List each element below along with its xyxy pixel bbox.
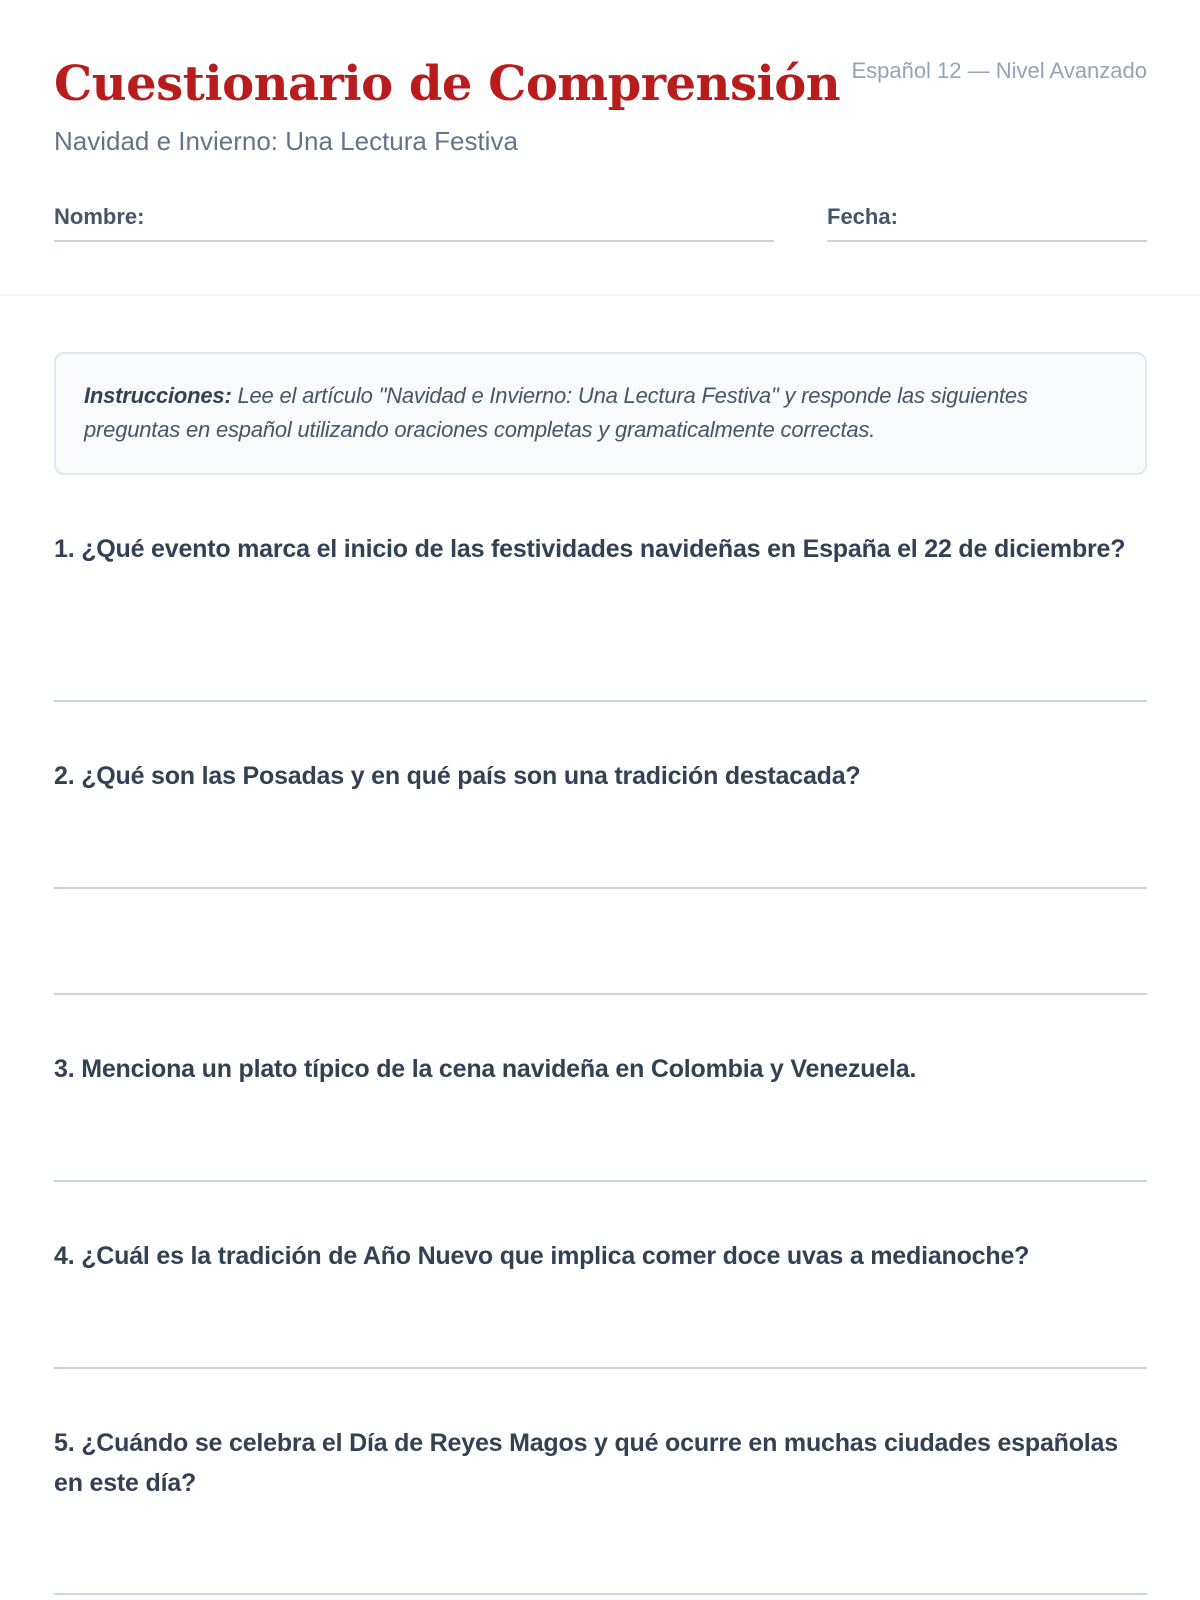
answer-line-2b[interactable]	[54, 993, 1147, 995]
date-field[interactable]	[827, 200, 1147, 242]
question-1: 1. ¿Qué evento marca el inicio de las festividades navideñas en España el 22 de diciembre?	[54, 535, 1126, 563]
question-4: 4. ¿Cuál es la tradición de Año Nuevo que implica comer doce uvas a medianoche?	[54, 1242, 1030, 1270]
page-title: Cuestionario de Comprensión	[54, 56, 841, 112]
date-label: Fecha:	[827, 204, 898, 229]
name-label: Nombre:	[54, 204, 145, 229]
worksheet-header	[0, 0, 1200, 296]
instructions-lead: Instrucciones:	[84, 383, 232, 408]
instructions-box	[54, 352, 1147, 475]
question-3: 3. Menciona un plato típico de la cena navideña en Colombia y Venezuela.	[54, 1055, 917, 1083]
question-5: 5. ¿Cuándo se celebra el Día de Reyes Magos y qué ocurre en muchas ciudades españolas en este día?	[54, 1429, 1118, 1497]
answer-line-4[interactable]	[54, 1367, 1147, 1369]
answer-line-1[interactable]	[54, 700, 1147, 702]
name-field[interactable]	[54, 200, 774, 242]
answer-line-3[interactable]	[54, 1180, 1147, 1182]
answer-line-2a[interactable]	[54, 887, 1147, 889]
instructions-text: Lee el artículo "Navidad e Invierno: Una Lectura Festiva" y responde las siguientes preguntas en español utilizando oraciones completas y gramaticalmente correctas.	[84, 383, 1028, 442]
course-level: Español 12 — Nivel Avanzado	[851, 58, 1147, 83]
answer-line-5[interactable]	[54, 1593, 1147, 1595]
question-2: 2. ¿Qué son las Posadas y en qué país son una tradición destacada?	[54, 762, 861, 790]
page-subtitle: Navidad e Invierno: Una Lectura Festiva	[54, 126, 518, 156]
